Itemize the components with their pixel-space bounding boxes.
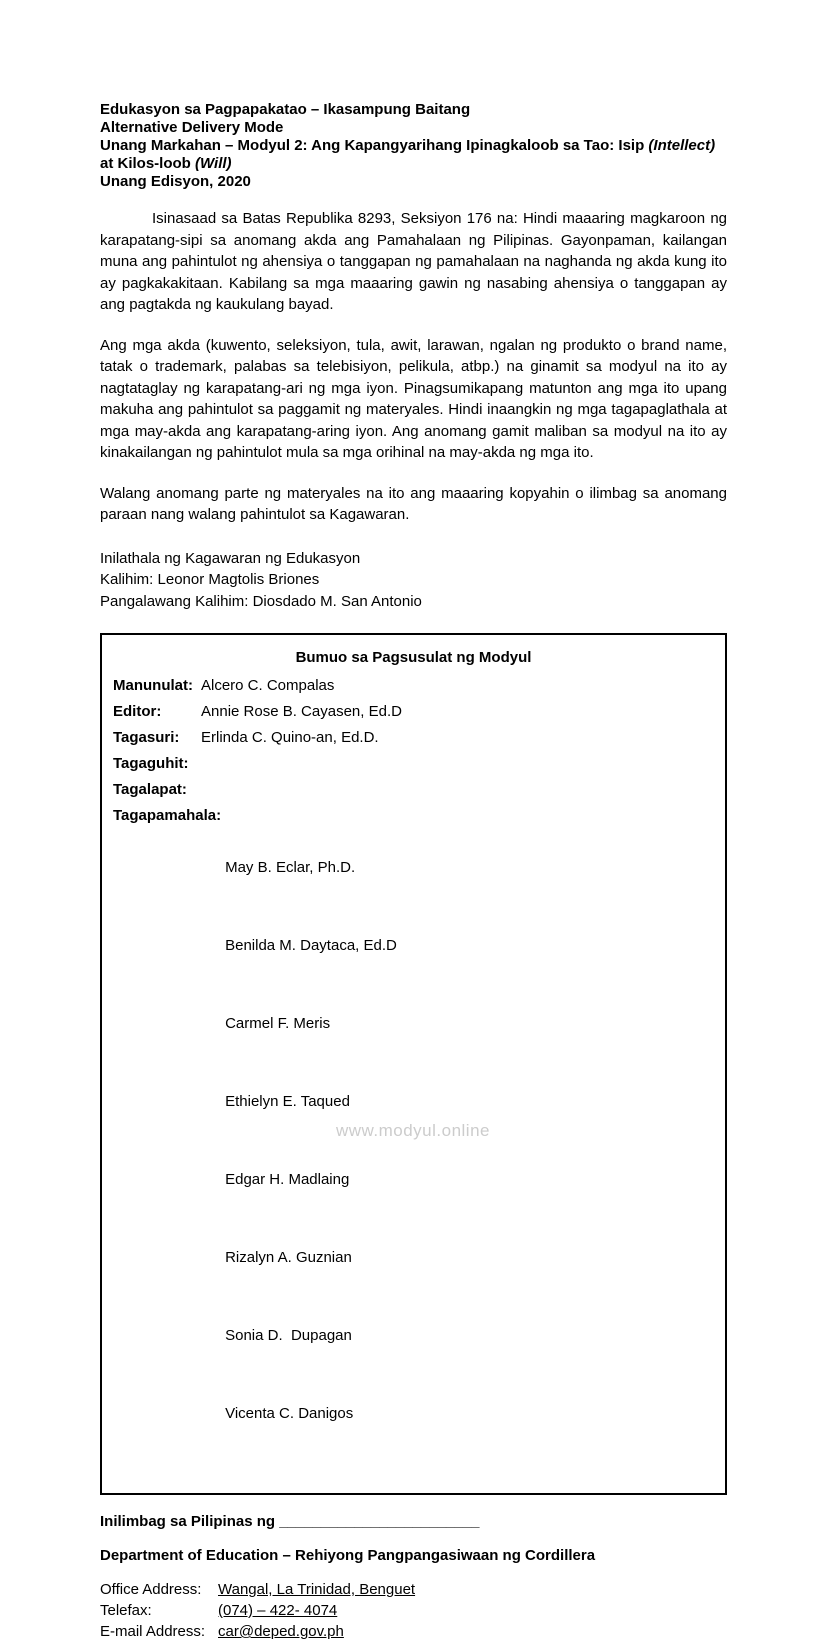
department-line: Department of Education – Rehiyong Pangpangasiwaan ng Cordillera — [100, 1547, 596, 1564]
credit-row-tagapamahala — [113, 803, 714, 1479]
tagapamahala-name: May B. Eclar, Ph.D. — [225, 859, 356, 876]
undersecretary-line: Pangalawang Kalihim: Diosdado M. San Antonio — [100, 592, 422, 610]
email-row — [100, 1621, 727, 1642]
telefax-value: (074) – 422- 4074 — [218, 1602, 338, 1619]
tagapamahala-name-list — [225, 803, 714, 1479]
credit-label-tagalapat: Tagalapat: — [113, 781, 187, 798]
header-module-title-line1 — [100, 137, 727, 155]
credit-row-manunulat — [113, 673, 714, 699]
copyright-paragraph-3: Walang anomang parte ng materyales na ito ang maaaring kopyahin o ilimbag sa anomang paraan nang walang pahintulot sa Kagawaran. — [100, 484, 727, 523]
publisher-block — [100, 548, 727, 613]
telefax-label: Telefax: — [100, 1602, 152, 1619]
credits-title: Bumuo sa Pagsusulat ng Modyul — [295, 649, 532, 666]
credit-label-tagaguhit: Tagaguhit: — [113, 755, 189, 772]
module-title-text: Unang Markahan – Modyul 2: Ang Kapangyarihang Ipinagkaloob sa Tao: Isip — [100, 137, 649, 154]
publisher-line: Inilathala ng Kagawaran ng Edukasyon — [100, 549, 361, 567]
credit-row-tagalapat — [113, 777, 714, 803]
header-mode-line: Alternative Delivery Mode — [100, 119, 284, 136]
telefax-row — [100, 1600, 727, 1621]
secretary-line: Kalihim: Leonor Magtolis Briones — [100, 571, 320, 588]
tagapamahala-name: Rizalyn A. Guznian — [225, 1249, 352, 1266]
tagapamahala-name: Vicenta C. Danigos — [225, 1405, 354, 1422]
module-title-intellect: (Intellect) — [648, 137, 716, 154]
tagapamahala-name: Benilda M. Daytaca, Ed.D — [225, 937, 397, 954]
printed-in-label: Inilimbag sa Pilipinas ng — [100, 1513, 280, 1530]
tagapamahala-name: Edgar H. Madlaing — [225, 1171, 350, 1188]
office-address-value: Wangal, La Trinidad, Benguet — [218, 1581, 416, 1598]
office-address-label: Office Address: — [100, 1581, 202, 1598]
copyright-paragraph-1: Isinasaad sa Batas Republika 8293, Seksiyon 176 na: Hindi maaaring magkaroon ng karapatang-sipi sa anomang akda ang Pamahalaan ng Pilipinas. Gayonpaman, kailangan muna ang pahintulot ng ahensiya o tanggapan ng pamahalaan na naghanda ng akda kung ito ay pagkakakitaan. Kabilang sa mga maaaring gawin ng nasabing ahensiya o tanggapan ay ang pagtakda ng kaukulang bayad. — [100, 210, 727, 313]
module-title-will: (Will) — [195, 155, 232, 172]
printed-in-blank: ________________________ — [279, 1513, 480, 1530]
tagapamahala-name: Ethielyn E. Taqued — [225, 1093, 350, 1110]
office-address-row — [100, 1579, 727, 1600]
credit-label-editor: Editor: — [113, 703, 162, 720]
page-content — [100, 101, 727, 1642]
credit-row-tagaguhit — [113, 751, 714, 777]
header-edition-line: Unang Edisyon, 2020 — [100, 173, 251, 190]
module-header — [100, 101, 727, 191]
header-module-title-line2 — [100, 155, 727, 173]
printed-in-line — [100, 1512, 727, 1532]
site-watermark: www.modyul.online — [335, 1121, 490, 1140]
module-title-text2: at Kilos-loob — [100, 155, 195, 172]
credit-value-tagasuri: Erlinda C. Quino-an, Ed.D. — [201, 729, 379, 746]
credit-value-manunulat: Alcero C. Compalas — [201, 677, 335, 694]
credit-value-editor: Annie Rose B. Cayasen, Ed.D — [201, 703, 402, 720]
copyright-paragraph-2: Ang mga akda (kuwento, seleksiyon, tula, awit, larawan, ngalan ng produkto o brand name, tatak o trademark, palabas sa telebisiyon, pelikula, atbp.) na ginamit sa modyul na ito ay nagtataglay ng karapatang-ari ng mga iyon. Pinagsumikapang matunton ang mga ito upang makuha ang pahintulot sa paggamit ng materyales. Hindi inaangkin ng mga tagapaglathala at mga may-akda ang karapatang-aring iyon. Ang anomang gamit maliban sa modyul na ito ay kinakailangan ng pahintulot mula sa mga orihinal na may-akda ng mga ito. — [100, 336, 727, 461]
email-value: car@deped.gov.ph — [218, 1623, 344, 1640]
credit-label-tagasuri: Tagasuri: — [113, 729, 180, 746]
tagapamahala-name: Carmel F. Meris — [225, 1015, 331, 1032]
credit-label-tagapamahala: Tagapamahala: — [113, 807, 222, 824]
credit-row-editor — [113, 699, 714, 725]
credit-row-tagasuri — [113, 725, 714, 751]
email-label: E-mail Address: — [100, 1623, 206, 1640]
credits-box — [100, 633, 727, 1495]
contact-info-block — [100, 1579, 727, 1642]
header-subject-line: Edukasyon sa Pagpapakatao – Ikasampung Baitang — [100, 101, 471, 118]
tagapamahala-name: Sonia D. Dupagan — [225, 1327, 352, 1344]
credit-label-manunulat: Manunulat: — [113, 677, 193, 694]
